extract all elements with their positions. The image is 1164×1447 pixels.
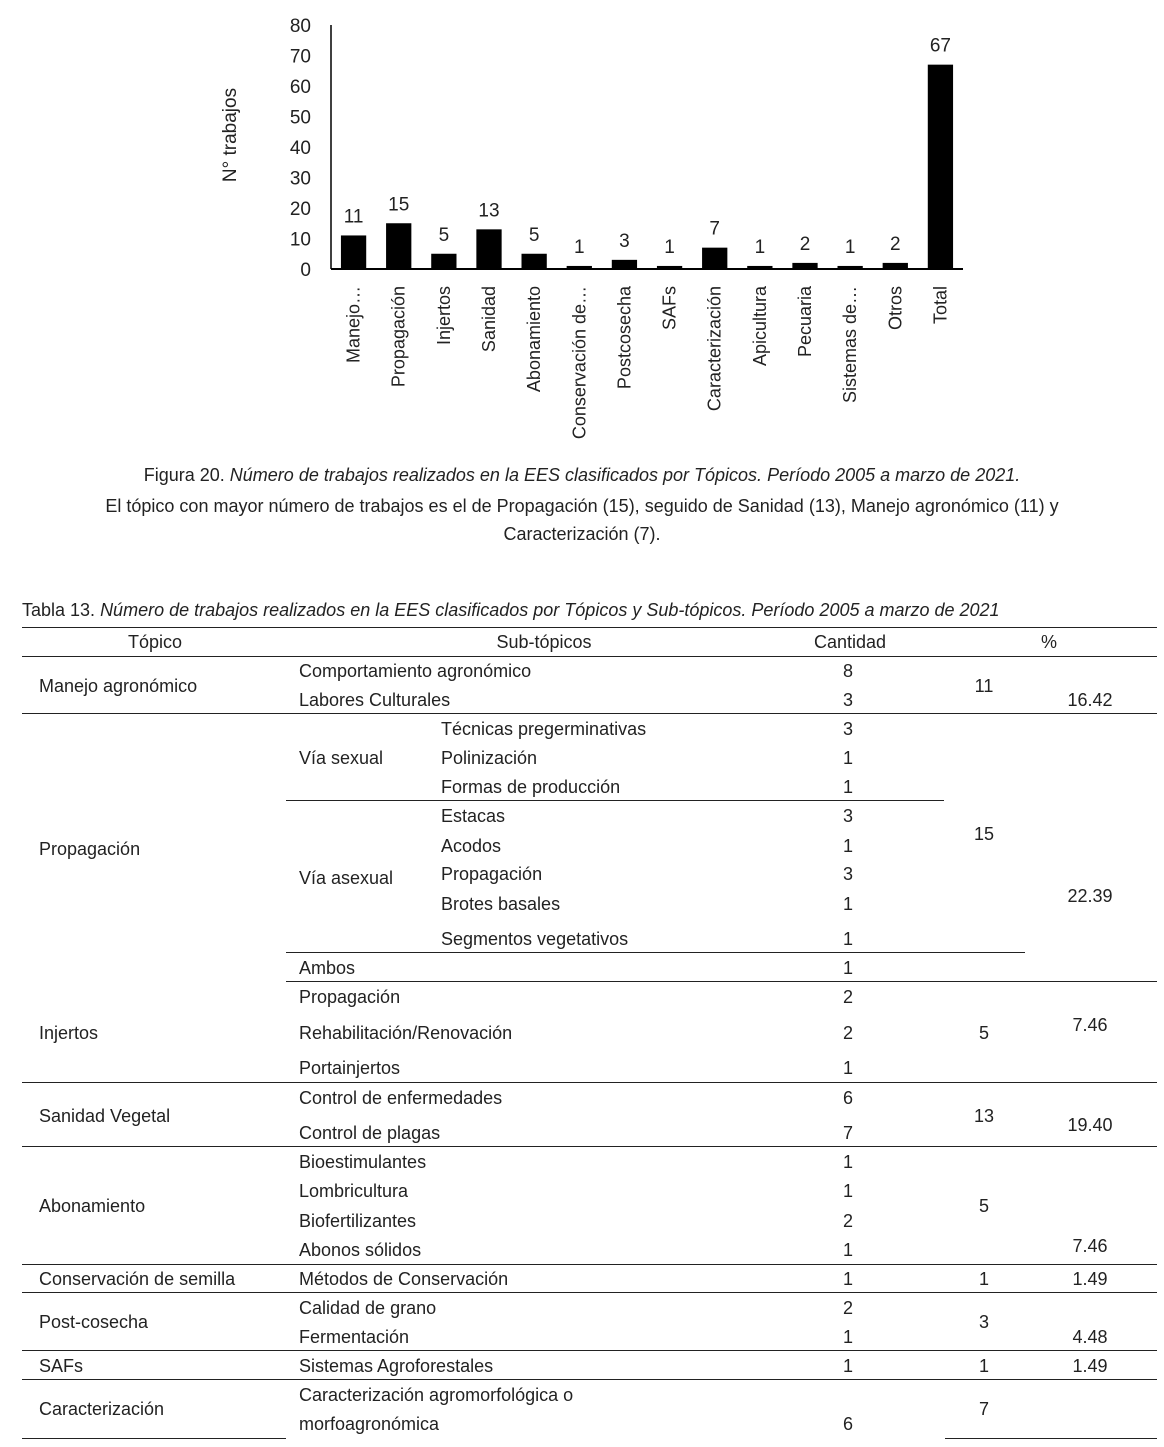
sub-item: Portainjertos	[299, 1058, 401, 1078]
data-label: 2	[889, 233, 901, 255]
y-tick-label: 50	[289, 107, 311, 129]
figure-caption-line2: El tópico con mayor número de trabajos es el de Propagación (15), seguido de Sanidad (13), Manejo agronómico (11) y	[105, 496, 1059, 516]
topic-propagacion: Propagación	[39, 839, 141, 859]
table-rule	[22, 1264, 1157, 1265]
topic-total: 1	[978, 1269, 989, 1289]
table-caption-title: Número de trabajos realizados en la EES clasificados por Tópicos y Sub-tópicos. Período 2005 a marzo de 2021	[100, 600, 1000, 620]
table-rule	[286, 952, 1025, 953]
qty: 1	[842, 748, 853, 768]
sub-item: Bioestimulantes	[299, 1152, 427, 1172]
data-label: 11	[343, 206, 364, 228]
y-tick-label: 70	[289, 46, 311, 68]
sub-item: Brotes basales	[441, 894, 561, 914]
sub-item: Sistemas Agroforestales	[299, 1356, 494, 1376]
sub-item: Acodos	[441, 836, 502, 856]
x-tick-label: Manejo…	[343, 286, 364, 364]
topic-percent: 22.39	[1067, 886, 1113, 906]
sub-item: Estacas	[441, 806, 506, 826]
qty: 1	[842, 836, 853, 856]
table-rule	[22, 1082, 1157, 1083]
sub-item: Polinización	[441, 748, 538, 768]
topic-postcosecha: Post-cosecha	[39, 1312, 149, 1332]
y-tick-label: 30	[289, 168, 311, 190]
header-subtopicos: Sub-tópicos	[496, 632, 592, 652]
table-rule	[22, 1438, 286, 1439]
header-cantidad: Cantidad	[813, 632, 887, 652]
table-rule	[22, 1146, 1157, 1147]
data-label: 1	[664, 236, 675, 258]
x-tick-label: Injertos	[433, 286, 454, 346]
sub-item: Biofertilizantes	[299, 1211, 417, 1231]
topic-total: 3	[978, 1312, 989, 1332]
topic-percent: 7.46	[1072, 1236, 1108, 1256]
x-tick-label: Apicultura	[749, 286, 770, 367]
qty: 6	[842, 1414, 853, 1434]
table-rule	[286, 800, 944, 801]
table-rule-top	[22, 627, 1157, 628]
qty: 1	[842, 1240, 853, 1260]
data-label: 67	[929, 35, 951, 57]
table-rule-header	[22, 656, 1157, 657]
topic-caracterizacion: Caracterización	[39, 1399, 165, 1419]
qty: 1	[842, 1327, 853, 1347]
topic-percent: 1.49	[1072, 1269, 1108, 1289]
x-tick-label: Pecuaria	[795, 286, 815, 358]
qty: 1	[842, 1058, 853, 1078]
sub-item: Labores Culturales	[299, 690, 451, 710]
topic-percent: 1.49	[1072, 1356, 1108, 1376]
topic-total: 5	[978, 1023, 989, 1043]
y-tick-label: 40	[289, 138, 311, 159]
y-tick-label: 60	[289, 77, 311, 98]
qty: 1	[842, 1269, 853, 1289]
y-axis-label: N° trabajos	[220, 87, 241, 183]
qty: 2	[842, 1023, 853, 1043]
figure-caption-line3: Caracterización (7).	[503, 524, 661, 544]
table-rule	[22, 713, 1157, 714]
x-tick-label: Caracterización	[704, 286, 725, 412]
sub-item-line2: morfoagronómica	[299, 1414, 440, 1434]
sub-item: Abonos sólidos	[299, 1240, 422, 1260]
topic-percent: 16.42	[1067, 690, 1113, 710]
topic-sanidad: Sanidad Vegetal	[39, 1106, 171, 1126]
topic-total: 1	[978, 1356, 989, 1376]
data-label: 15	[388, 194, 410, 216]
data-label: 13	[478, 200, 500, 222]
sub-item: Calidad de grano	[299, 1298, 437, 1318]
sub-item: Control de plagas	[299, 1123, 441, 1143]
topic-total: 13	[973, 1106, 995, 1126]
sub-item: Comportamiento agronómico	[299, 661, 532, 681]
subgroup-via-asexual: Vía asexual	[299, 868, 394, 888]
y-tick-label: 20	[289, 199, 311, 220]
sub-item: Rehabilitación/Renovación	[299, 1023, 513, 1043]
figure-caption-label: Figura 20.	[143, 465, 230, 485]
data-label: 1	[573, 236, 585, 258]
qty: 7	[842, 1123, 853, 1143]
sub-item: Propagación	[441, 864, 543, 884]
data-label: 1	[754, 236, 766, 258]
qty: 1	[842, 894, 853, 914]
qty: 3	[842, 719, 853, 739]
qty: 3	[842, 806, 853, 826]
topic-percent: 4.48	[1072, 1327, 1108, 1347]
y-tick-label: 10	[289, 229, 311, 251]
topic-percent: 7.46	[1072, 1015, 1108, 1035]
data-label: 5	[528, 224, 540, 246]
sub-item: Métodos de Conservación	[299, 1269, 509, 1289]
topic-total: 5	[978, 1196, 989, 1216]
y-tick-label: 80	[289, 16, 311, 37]
table-rule	[22, 1292, 1157, 1293]
x-tick-label: Otros	[885, 286, 906, 331]
qty: 2	[842, 1211, 853, 1231]
x-tick-label: SAFs	[659, 286, 680, 331]
figure-caption-title: Número de trabajos realizados en la EES clasificados por Tópicos. Período 2005 a marzo de 2021.	[229, 465, 1021, 485]
topic-total: 11	[974, 676, 994, 696]
subgroup-ambos: Ambos	[299, 958, 356, 978]
header-percent: %	[1040, 632, 1057, 652]
qty: 1	[842, 929, 853, 949]
data-label: 3	[619, 230, 630, 252]
x-tick-label: Abonamiento	[524, 286, 545, 393]
topic-abonamiento: Abonamiento	[39, 1196, 146, 1216]
qty: 2	[842, 1298, 853, 1318]
sub-item: Formas de producción	[441, 777, 621, 797]
qty: 2	[842, 987, 853, 1007]
table-rule	[945, 1438, 1157, 1439]
qty: 1	[842, 1152, 853, 1172]
subgroup-via-sexual: Vía sexual	[299, 748, 384, 768]
qty: 6	[842, 1088, 853, 1108]
x-tick-label: Total	[930, 286, 951, 325]
qty: 8	[842, 661, 853, 681]
qty: 3	[842, 690, 853, 710]
table-rule	[22, 1379, 1157, 1380]
sub-item: Técnicas pregerminativas	[441, 719, 647, 739]
x-tick-label: Postcosecha	[614, 286, 635, 390]
x-tick-label: Conservación de…	[569, 286, 590, 440]
topic-injertos: Injertos	[39, 1023, 99, 1043]
topic-safs: SAFs	[39, 1356, 84, 1376]
table-rule	[286, 981, 1157, 982]
qty: 1	[842, 1356, 853, 1376]
topic-total: 15	[973, 824, 995, 844]
qty: 1	[842, 777, 853, 797]
data-label: 2	[799, 233, 811, 255]
topic-total: 7	[978, 1399, 989, 1419]
sub-item: Lombricultura	[299, 1181, 409, 1201]
table-caption-label: Tabla 13.	[22, 600, 101, 620]
topic-percent: 19.40	[1067, 1115, 1113, 1135]
header-topico: Tópico	[127, 632, 183, 652]
sub-item: Segmentos vegetativos	[441, 929, 629, 949]
sub-item-line1: Caracterización agromorfológica o	[299, 1385, 574, 1405]
x-tick-label: Sistemas de…	[840, 286, 861, 404]
data-label: 1	[844, 236, 856, 258]
qty: 1	[842, 1181, 853, 1201]
x-tick-label: Propagación	[388, 286, 409, 388]
table-rule	[22, 1350, 1157, 1351]
data-label: 5	[438, 224, 450, 246]
topic-conservacion: Conservación de semilla	[39, 1269, 236, 1289]
topic-manejo: Manejo agronómico	[39, 676, 198, 696]
y-tick-label: 0	[300, 260, 311, 281]
qty: 1	[842, 958, 853, 978]
x-tick-label: Sanidad	[479, 286, 499, 353]
qty: 3	[842, 864, 853, 884]
data-label: 7	[709, 218, 721, 240]
sub-item: Fermentación	[299, 1327, 410, 1347]
sub-item: Propagación	[299, 987, 401, 1007]
sub-item: Control de enfermedades	[299, 1088, 503, 1108]
